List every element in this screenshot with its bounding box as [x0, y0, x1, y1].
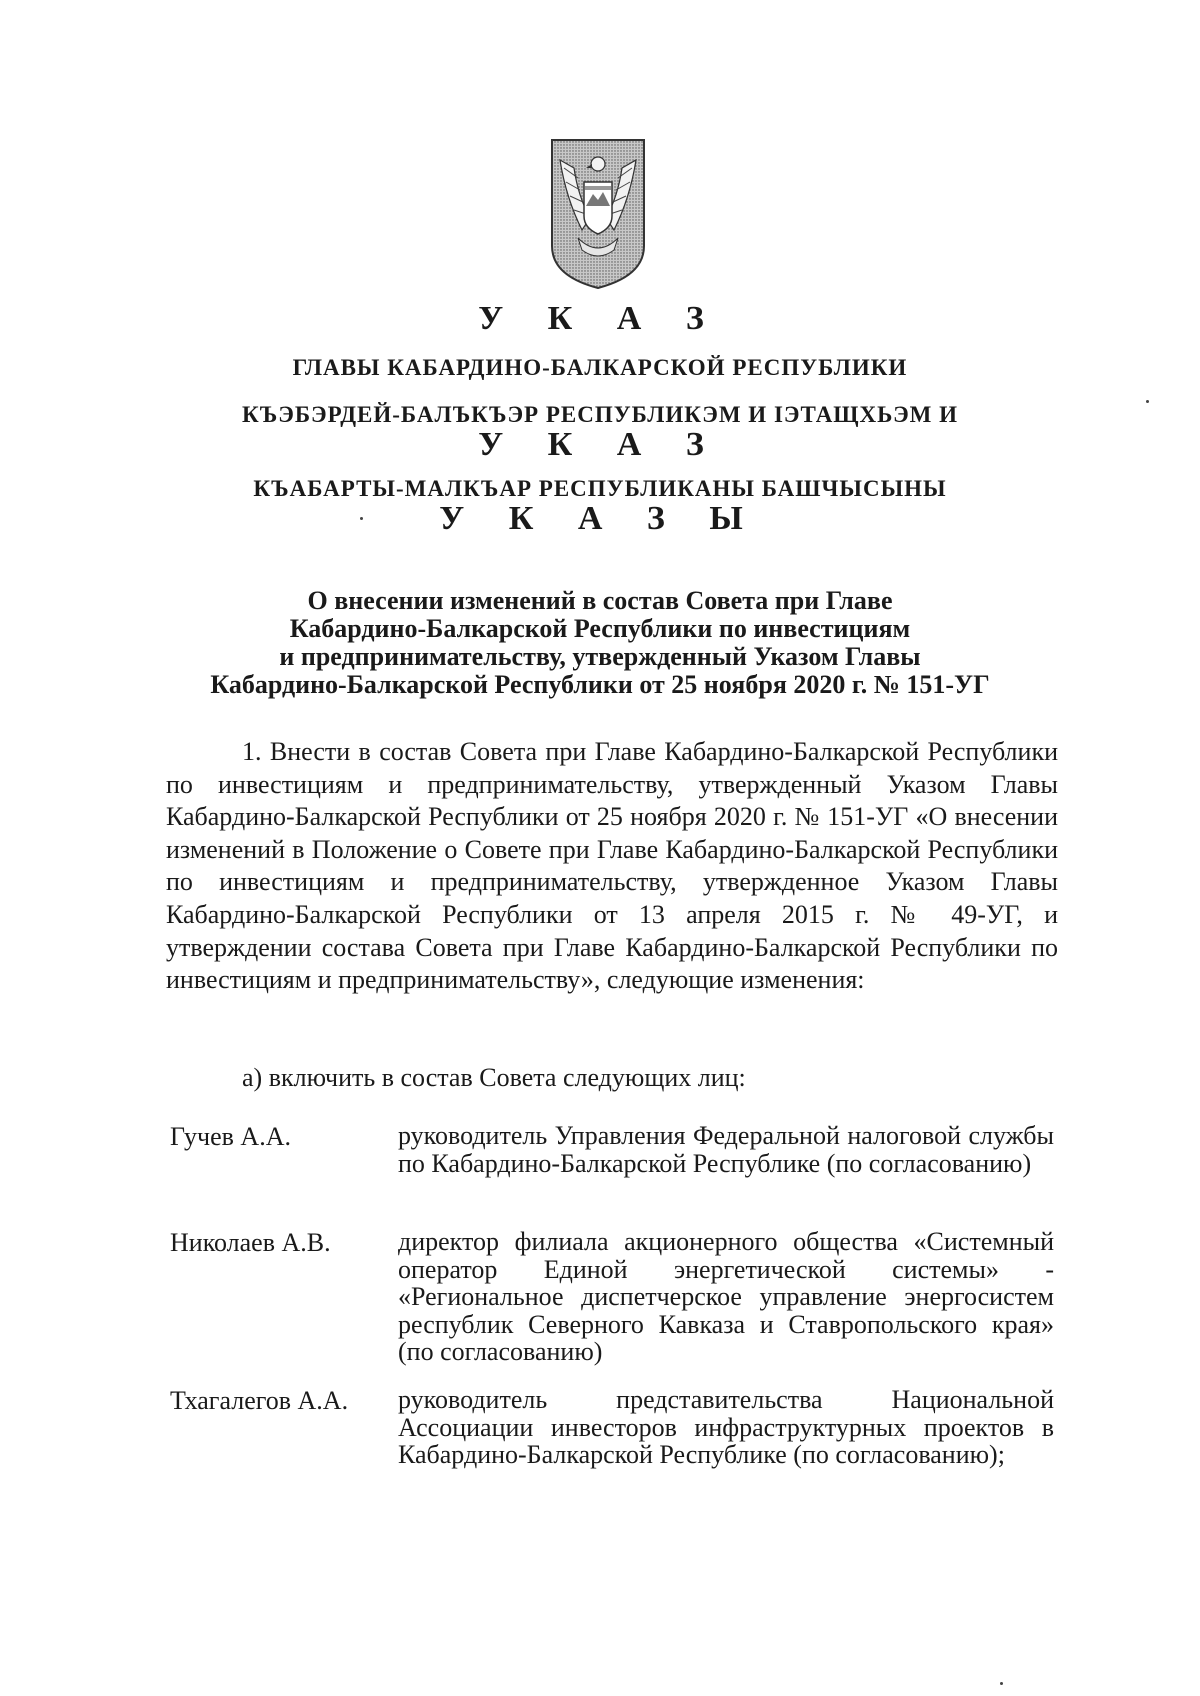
decree-title-line: Кабардино-Балкарской Республики по инвестициям: [289, 614, 911, 643]
issuer-line-krc: КЪАБАРТЫ-МАЛКЪАР РЕСПУБЛИКАНЫ БАШЧЫСЫНЫ: [253, 476, 947, 501]
issuer-line-ru: ГЛАВЫ КАБАРДИНО-БАЛКАРСКОЙ РЕСПУБЛИКИ: [292, 355, 908, 380]
decree-paragraph-1: 1. Внести в состав Совета при Главе Кабардино-Балкарской Республики по инвестициям и предпринимательству, утвержденный Указом Главы Кабардино-Балкарской Республики от 25 ноября 2020 г. № 151-УГ «О внесении изменений в Положение о Совете при Главе Кабардино-Балкарской Республики по инвестициям и предпринимательству, утвержденное Указом Главы Кабардино-Балкарской Республики от 13 апреля 2015 г. № 49-УГ, и утверждении состава Совета при Главе Кабардино-Балкарской Республики по инвестициям и предпринимательству», следующие изменения:: [166, 737, 1058, 995]
decree-heading-kbd: У К А З: [478, 426, 722, 463]
member-name: Гучев А.А.: [170, 1122, 291, 1151]
member-role: руководитель Управления Федеральной налоговой службы по Кабардино-Балкарской Республике (по согласованию): [398, 1121, 1054, 1178]
scan-speck: [360, 517, 363, 520]
decree-title-line: Кабардино-Балкарской Республики от 25 ноября 2020 г. № 151-УГ: [210, 670, 990, 699]
member-role: руководитель представительства Национальной Ассоциации инвесторов инфраструктурных проектов в Кабардино-Балкарской Республике (по согласованию);: [398, 1385, 1054, 1469]
subpoint-a: а) включить в состав Совета следующих лиц:: [242, 1063, 746, 1092]
member-name: Тхагалегов А.А.: [170, 1386, 349, 1415]
coat-of-arms-icon: [548, 138, 648, 290]
decree-heading-ru: У К А З: [478, 300, 722, 337]
decree-title-line: и предпринимательству, утвержденный Указом Главы: [279, 642, 921, 671]
member-name: Николаев А.В.: [170, 1228, 331, 1257]
scan-speck: [1146, 400, 1149, 403]
decree-heading-krc: У К А З Ы: [439, 500, 761, 537]
decree-title-line: О внесении изменений в состав Совета при Главе: [307, 586, 893, 615]
scan-speck: [1000, 1682, 1003, 1685]
issuer-line-kbd: КЪЭБЭРДЕЙ-БАЛЪКЪЭР РЕСПУБЛИКЭМ И ІЭТАЩХЬЭМ И: [241, 402, 959, 427]
member-role: директор филиала акционерного общества «Системный оператор Единой энергетической системы» - «Региональное диспетчерское управление энергосистем республик Северного Кавказа и Ставропольского края» (по согласованию): [398, 1227, 1054, 1366]
